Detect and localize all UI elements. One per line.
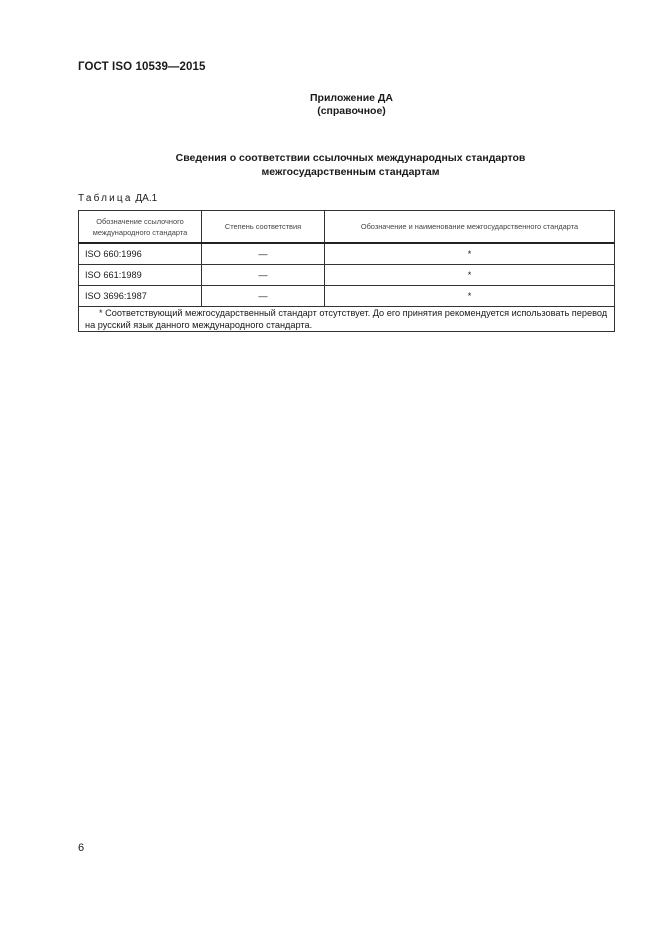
heading-line-1: Сведения о соответствии ссылочных международных стандартов	[175, 152, 526, 164]
table-header-row	[79, 211, 615, 244]
cell-standard: ISO 661:1989	[79, 265, 202, 286]
reference-table	[78, 210, 615, 332]
table-row	[79, 286, 615, 307]
table-row	[79, 243, 615, 265]
annex-title: Приложение ДА	[310, 92, 393, 104]
heading-line-2: межгосударственным стандартам	[261, 165, 440, 178]
page-number: 6	[78, 842, 85, 854]
header-standard: Обозначение ссылочного международного стандарта	[79, 211, 202, 244]
table-label	[78, 193, 157, 204]
cell-standard: ISO 660:1996	[79, 243, 202, 265]
table-label-number: ДА.1	[135, 193, 158, 204]
cell-ref: *	[325, 286, 615, 307]
cell-standard: ISO 3696:1987	[79, 286, 202, 307]
section-heading	[0, 152, 661, 179]
cell-degree: —	[202, 286, 325, 307]
cell-degree: —	[202, 243, 325, 265]
cell-ref: *	[325, 265, 615, 286]
cell-degree: —	[202, 265, 325, 286]
document-code: ГОСТ ISO 10539—2015	[78, 61, 206, 73]
table-footnote-row	[79, 307, 615, 332]
header-interstate-standard: Обозначение и наименование межгосударственного стандарта	[325, 211, 615, 244]
table-row	[79, 265, 615, 286]
table-footnote	[79, 307, 615, 332]
annex-block	[0, 92, 661, 118]
cell-ref: *	[325, 243, 615, 265]
header-degree: Степень соответствия	[202, 211, 325, 244]
footnote-text: * Соответствующий межгосударственный стандарт отсутствует. До его принятия рекомендуется использовать перевод на русский язык данного международного стандарта.	[85, 308, 608, 330]
table-label-word: Таблица	[78, 193, 133, 204]
annex-subtitle: (справочное)	[317, 105, 386, 117]
